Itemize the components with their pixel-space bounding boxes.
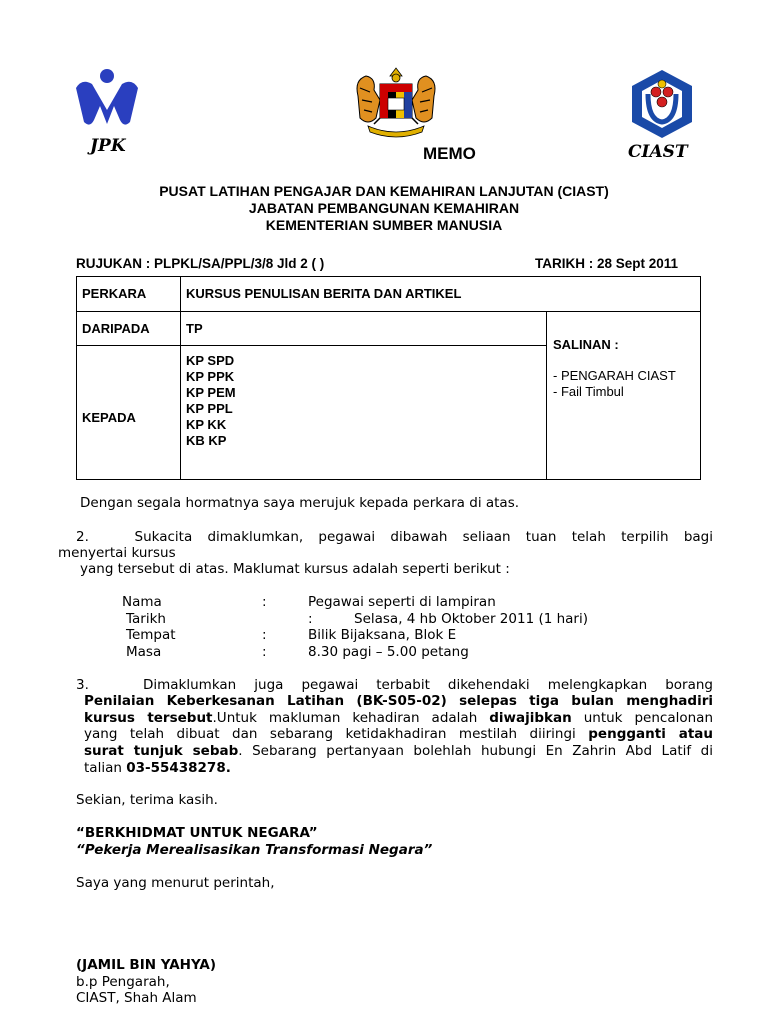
reference-number: RUJUKAN : PLPKL/SA/PPL/3/8 Jld 2 ( ): [76, 256, 325, 271]
detail-colon: :: [262, 627, 267, 643]
detail-label: Masa: [126, 644, 162, 660]
ciast-logo-text: CIAST: [628, 142, 688, 162]
para2-line3: yang tersebut di atas. Maklumat kursus adalah seperti berikut :: [80, 561, 510, 577]
daripada-value: TP: [186, 321, 203, 336]
coat-of-arms-logo: [350, 66, 442, 140]
para3-text: yang telah dibuat dan sebarang ketidakhadiran mestilah diiringi: [84, 726, 589, 742]
phone-number: 03-55438278.: [126, 760, 231, 776]
para3-bold-text: kursus tersebut: [84, 710, 213, 726]
salinan-item: - PENGARAH CIAST: [553, 368, 676, 383]
signer-place: CIAST, Shah Alam: [76, 990, 197, 1006]
jpk-logo-text: JPK: [90, 136, 126, 156]
para3-line1: 3. Dimaklumkan juga pegawai terbabit dikehendaki melengkapkan borang: [76, 677, 713, 693]
detail-colon: :: [262, 594, 267, 610]
jpk-logo: [72, 66, 142, 132]
para3-text: untuk pencalonan: [571, 710, 713, 726]
signer-title: b.p Pengarah,: [76, 974, 170, 990]
salinan-item: - Fail Timbul: [553, 384, 624, 399]
detail-colon: :: [262, 644, 267, 660]
detail-colon: :: [308, 611, 313, 627]
para3-line4: [84, 726, 713, 743]
ciast-logo: [626, 66, 698, 142]
para3-line2: Penilaian Keberkesanan Latihan (BK-S05-02) selepas tiga bulan menghadiri: [84, 693, 713, 709]
para3-line6: [84, 760, 231, 777]
para3-bold-text: pengganti atau: [588, 726, 714, 742]
org-name: PUSAT LATIHAN PENGAJAR DAN KEMAHIRAN LANJUTAN (CIAST): [159, 183, 609, 199]
para3-text: talian: [84, 760, 127, 776]
detail-label: Tempat: [126, 627, 176, 643]
kepada-item: KP KK: [186, 417, 227, 432]
para3-bold-text: surat tunjuk sebab: [84, 743, 239, 759]
closing-line: Sekian, terima kasih.: [76, 792, 218, 808]
para3-text: .Untuk makluman kehadiran adalah: [212, 710, 490, 726]
memo-date: TARIKH : 28 Sept 2011: [535, 256, 679, 271]
kepada-item: KP SPD: [186, 353, 235, 368]
kepada-item: KP PEM: [186, 385, 236, 400]
department-name: JABATAN PEMBANGUNAN KEMAHIRAN: [248, 200, 520, 216]
sign-intro: Saya yang menurut perintah,: [76, 875, 275, 891]
para3-line3: [84, 710, 713, 727]
detail-value: 8.30 pagi – 5.00 petang: [308, 644, 469, 660]
salinan-list: [553, 368, 676, 400]
detail-value: Bilik Bijaksana, Blok E: [308, 627, 457, 643]
daripada-label: DARIPADA: [82, 321, 150, 336]
kepada-item: KP PPL: [186, 401, 233, 416]
detail-label: Nama: [122, 594, 162, 610]
memo-title: MEMO: [423, 144, 476, 163]
salinan-label: SALINAN :: [553, 337, 619, 352]
kepada-list: [186, 353, 236, 449]
perkara-value: KURSUS PENULISAN BERITA DAN ARTIKEL: [186, 286, 462, 301]
detail-value: Pegawai seperti di lampiran: [308, 594, 496, 610]
para3-line5: [84, 743, 713, 760]
kepada-item: KB KP: [186, 433, 227, 448]
motto-line1: “BERKHIDMAT UNTUK NEGARA”: [76, 825, 318, 841]
perkara-label: PERKARA: [82, 286, 147, 301]
motto-line2: “Pekerja Merealisasikan Transformasi Negara”: [76, 842, 433, 858]
kepada-label: KEPADA: [82, 410, 136, 425]
kepada-item: KP PPK: [186, 369, 235, 384]
ministry-name: KEMENTERIAN SUMBER MANUSIA: [265, 217, 503, 233]
detail-value: Selasa, 4 hb Oktober 2011 (1 hari): [354, 611, 588, 627]
signer-name: (JAMIL BIN YAHYA): [76, 957, 217, 973]
para3-bold-text: diwajibkan: [489, 710, 572, 726]
para2-line2: menyertai kursus: [58, 545, 176, 561]
para2-line1: 2. Sukacita dimaklumkan, pegawai dibawah seliaan tuan telah terpilih bagi: [76, 529, 713, 545]
detail-label: Tarikh: [126, 611, 166, 627]
para3-text: . Sebarang pertanyaan bolehlah hubungi En Zahrin Abd Latif di: [238, 743, 713, 759]
opening-paragraph: Dengan segala hormatnya saya merujuk kepada perkara di atas.: [80, 495, 520, 511]
